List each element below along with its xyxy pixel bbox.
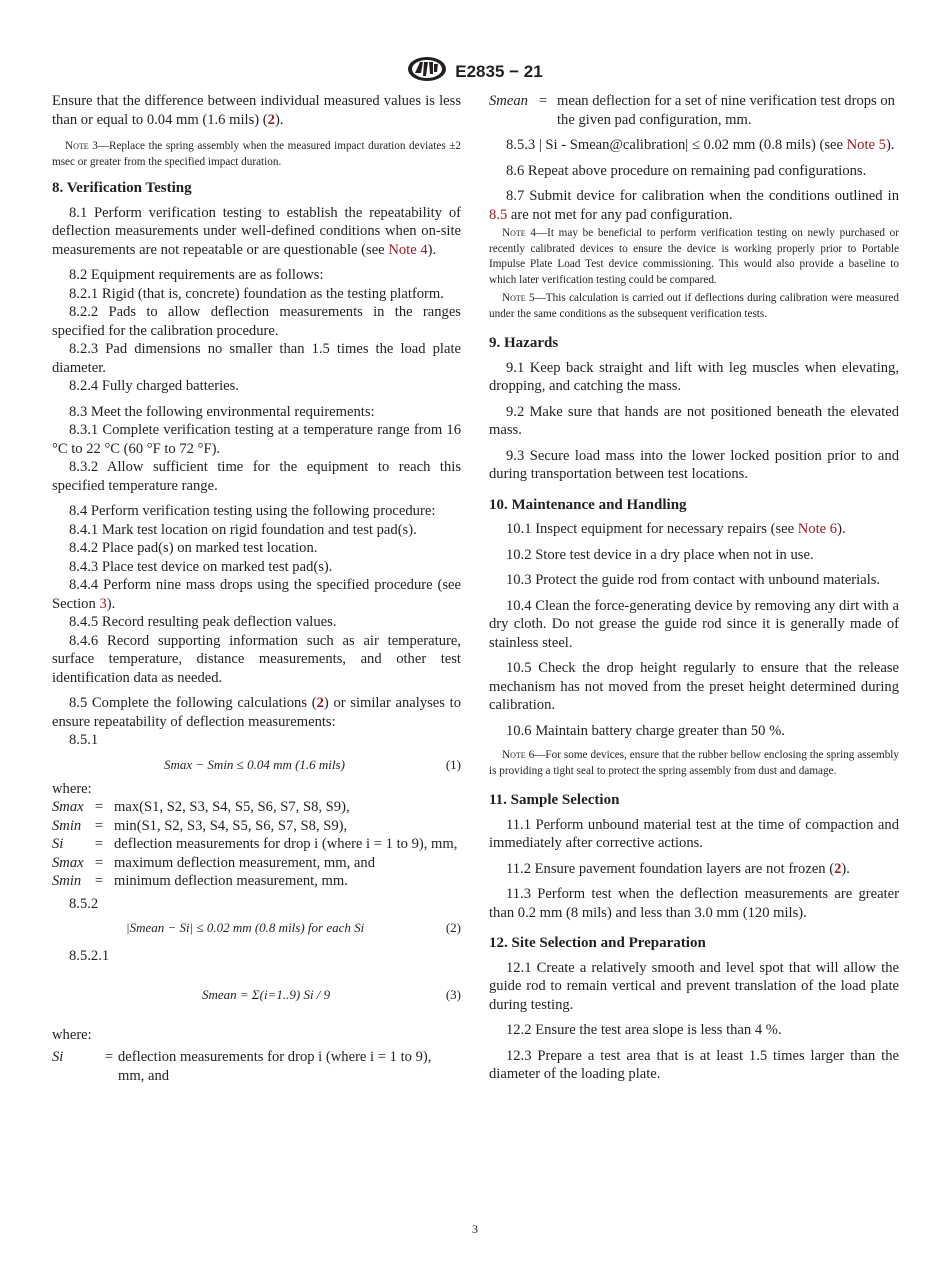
section-link[interactable]: 3 xyxy=(99,595,107,612)
section-heading: 10. Maintenance and Handling xyxy=(489,496,687,513)
paragraph: 9.1 Keep back straight and lift with leg muscles when elevating, dropping, and catching the mass. xyxy=(489,359,899,394)
where-label: where: xyxy=(52,780,92,797)
reference-link[interactable]: 2 xyxy=(834,860,842,877)
paragraph: 8.4 Perform verification testing using the following procedure: xyxy=(69,503,436,519)
note-link[interactable]: Note 5 xyxy=(846,137,886,153)
where-label: where: xyxy=(52,1026,92,1043)
paragraph: 8.4.1 Mark test location on rigid foundation and test pad(s). xyxy=(69,521,417,538)
equation-number: (3) xyxy=(445,986,461,1002)
definitions-table xyxy=(52,798,461,891)
note-4: Note 4—It may be beneficial to perform verification testing on newly purchased or recently calibrated devices to ensure the device is working properly prior to Portable Impulse Plate Load Test device commissioning. This would also provide a baseline to which later verification testing could be compared. xyxy=(489,227,899,286)
paragraph: 8.5 Complete the following calculations (2) or similar analyses to ensure repeatability of deflection measurements: xyxy=(52,695,461,730)
paragraph: 11.2 Ensure pavement foundation layers are not frozen (2). xyxy=(506,860,850,877)
section-heading: 11. Sample Selection xyxy=(489,792,620,808)
equation-1 xyxy=(52,750,461,780)
paragraph: 8.4.5 Record resulting peak deflection values. xyxy=(69,614,337,630)
paragraph: 12.1 Create a relatively smooth and level spot that will allow the guide rod to remain vertical and prevent translation of the load plate during testing. xyxy=(489,959,899,1013)
equation-text: Smax − Smin ≤ 0.04 mm (1.6 mils) xyxy=(164,756,345,772)
equation-text: |Smean − Si| ≤ 0.02 mm (0.8 mils) for each Si xyxy=(126,920,365,935)
paragraph: 10.6 Maintain battery charge greater than 50 %. xyxy=(506,722,785,739)
paragraph: 8.4.2 Place pad(s) on marked test location. xyxy=(69,540,318,556)
paragraph: 8.2.1 Rigid (that is, concrete) foundation as the testing platform. xyxy=(69,285,444,302)
paragraph: 8.6 Repeat above procedure on remaining pad configurations. xyxy=(506,162,867,179)
paragraph: 8.4.4 Perform nine mass drops using the specified procedure (see Section 3). xyxy=(52,577,461,612)
paragraph: 10.4 Clean the force-generating device by removing any dirt with a dry cloth. Do not grease the guide rod since it is generally made of stainless steel. xyxy=(489,597,899,651)
astm-logo-icon xyxy=(407,56,447,87)
section-heading: 9. Hazards xyxy=(489,335,559,351)
equation-number: (2) xyxy=(445,920,461,935)
equation-text: Smean = Σ(i=1..9) Si / 9 xyxy=(202,986,331,1002)
paragraph: Ensure that the difference between individual measured values is less than or equal to 0.04 mm (1.6 mils) (2). xyxy=(52,93,461,128)
note-3: Note 3—Replace the spring assembly when the measured impact duration deviates ±2 msec or greater from the specified impact duration. xyxy=(52,140,461,168)
section-link[interactable]: 8.5 xyxy=(489,206,508,223)
reference-link[interactable]: 2 xyxy=(267,111,275,128)
note-link[interactable]: Note 6 xyxy=(797,521,838,537)
equation-number: (1) xyxy=(445,756,461,772)
paragraph: 8.5.1 xyxy=(69,732,99,748)
paragraph: 8.7 Submit device for calibration when the conditions outlined in 8.5 are not met for any pad configuration. xyxy=(489,188,899,223)
note-link[interactable]: Note 4 xyxy=(388,241,428,258)
reference-link[interactable]: 2 xyxy=(316,695,324,711)
paragraph: 9.2 Make sure that hands are not positioned beneath the elevated mass. xyxy=(489,403,899,438)
paragraph: 8.3.2 Allow sufficient time for the equipment to reach this specified temperature range. xyxy=(52,459,461,494)
paragraph: 8.2 Equipment requirements are as follows: xyxy=(69,267,324,283)
page-number: 3 xyxy=(472,1222,478,1236)
paragraph: 10.3 Protect the guide rod from contact with unbound materials. xyxy=(506,572,881,588)
paragraph: 10.5 Check the drop height regularly to ensure that the release mechanism has not moved from the preset height determined during calibration. xyxy=(489,660,899,713)
paragraph: 8.5.2.1 xyxy=(69,948,110,964)
equation-2 xyxy=(52,913,461,943)
paragraph: 8.3 Meet the following environmental requirements: xyxy=(69,403,375,420)
definition-row: Si = deflection measurements for drop i (where i = 1 to 9), mm, xyxy=(52,836,458,852)
paragraph: 8.3.1 Complete verification testing at a temperature range from 16 °C to 22 °C (60 °F to 72 °F). xyxy=(52,422,461,457)
definitions-table xyxy=(489,92,899,129)
definition-row: Smax = maximum deflection measurement, mm, and xyxy=(52,854,375,871)
paragraph: 8.5.3 | Si - Smean@calibration| ≤ 0.02 mm (0.8 mils) (see Note 5). xyxy=(506,137,895,153)
note-5: Note 5—This calculation is carried out if deflections during calibration were measured under the same conditions as the subsequent verification tests. xyxy=(489,292,899,320)
definition-row: Smean = mean deflection for a set of nine verification test drops on the given pad configuration, mm. xyxy=(489,93,895,128)
equation-3 xyxy=(52,966,461,1026)
paragraph: 9.3 Secure load mass into the lower locked position prior to and during transportation between test locations. xyxy=(489,447,899,482)
definition-row: Si = deflection measurements for drop i (where i = 1 to 9), mm, and xyxy=(52,1049,432,1084)
paragraph: 11.3 Perform test when the deflection measurements are greater than 0.2 mm (8 mils) and less than 3.0 mm (120 mils). xyxy=(489,886,899,921)
definition-row: Smax = max(S1, S2, S3, S4, S5, S6, S7, S8, S9), xyxy=(52,799,350,815)
paragraph: 8.2.4 Fully charged batteries. xyxy=(69,378,239,394)
definitions-table xyxy=(52,1048,461,1085)
definition-row: Smin = min(S1, S2, S3, S4, S5, S6, S7, S8, S9), xyxy=(52,817,348,834)
page-header xyxy=(0,56,950,87)
paragraph: 10.1 Inspect equipment for necessary repairs (see Note 6). xyxy=(506,521,846,537)
paragraph: 12.2 Ensure the test area slope is less than 4 %. xyxy=(506,1022,782,1038)
left-column xyxy=(52,92,461,1085)
note-6: Note 6—For some devices, ensure that the rubber bellow enclosing the spring assembly is providing a tight seal to protect the spring assembly from dust and damage. xyxy=(489,749,899,777)
paragraph: 8.2.2 Pads to allow deflection measurements in the ranges specified for the calibration procedure. xyxy=(52,304,461,339)
paragraph: 8.5.2 xyxy=(69,895,99,912)
section-heading: 8. Verification Testing xyxy=(52,180,192,196)
paragraph: 11.1 Perform unbound material test at the time of compaction and immediately after corrective actions. xyxy=(489,816,899,851)
paragraph: 8.2.3 Pad dimensions no smaller than 1.5 times the load plate diameter. xyxy=(52,341,461,376)
paragraph: 8.1 Perform verification testing to establish the repeatability of deflection measurements under well-defined conditions when on-site measurements are not repeatable or are questionable (see Note 4). xyxy=(52,204,461,258)
definition-row: Smin = minimum deflection measurement, mm. xyxy=(52,873,348,889)
paragraph: 12.3 Prepare a test area that is at least 1.5 times larger than the diameter of the loading plate. xyxy=(489,1047,899,1082)
standard-code: E2835 − 21 xyxy=(455,61,543,81)
paragraph: 8.4.3 Place test device on marked test pad(s). xyxy=(69,558,333,575)
paragraph: 10.2 Store test device in a dry place when not in use. xyxy=(506,546,814,563)
section-heading: 12. Site Selection and Preparation xyxy=(489,935,706,951)
paragraph: 8.4.6 Record supporting information such as air temperature, surface temperature, distance measurements, and other test identification data as needed. xyxy=(52,632,461,686)
right-column xyxy=(489,92,899,1084)
